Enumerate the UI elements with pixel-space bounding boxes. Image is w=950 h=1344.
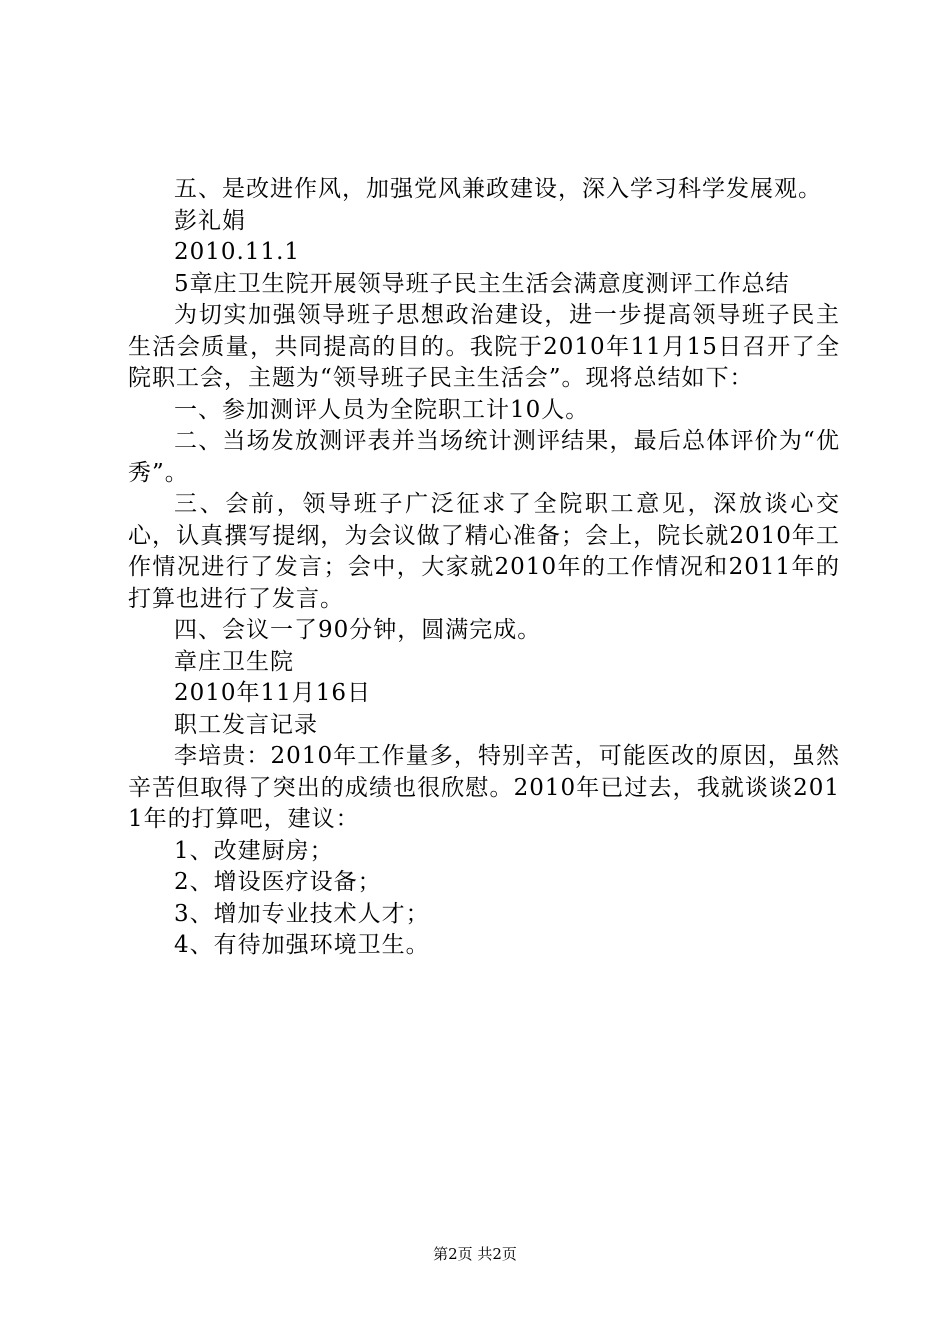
suggestion-item-2: 2、增设医疗设备； bbox=[174, 869, 382, 895]
paragraph-item-3: 三、会前，领导班子广泛征求了全院职工意见，深放谈心交心，认真撰写提纲，为会议做了精心准备；会上，院长就2010年工作情况进行了发言；会中，大家就2010年的工作情况和2011年的打算也进行了发言。 bbox=[128, 491, 840, 612]
organization-signature: 章庄卫生院 bbox=[174, 648, 294, 675]
page-footer bbox=[0, 1244, 950, 1264]
speech-paragraph: 李培贵：2010年工作量多，特别辛苦，可能医改的原因，虽然辛苦但取得了突出的成绩也很欣慰。2010年已过去，我就谈谈2011年的打算吧，建议： bbox=[128, 743, 840, 832]
suggestion-item-4: 4、有待加强环境卫生。 bbox=[174, 932, 430, 958]
document-body bbox=[128, 174, 840, 962]
paragraph-work-style: 五、是改进作风，加强党风兼政建设，深入学习科学发展观。 bbox=[174, 176, 822, 202]
section-title: 5章庄卫生院开展领导班子民主生活会满意度测评工作总结 bbox=[174, 270, 790, 297]
suggestion-item-3: 3、增加专业技术人才； bbox=[174, 900, 430, 927]
paragraph-item-4: 四、会议一了90分钟，圆满完成。 bbox=[174, 617, 542, 643]
speech-record-heading: 职工发言记录 bbox=[174, 711, 318, 738]
suggestion-item-1: 1、改建厨房； bbox=[174, 837, 334, 864]
organization-date: 2010年11月16日 bbox=[174, 680, 372, 706]
paragraph-intro: 为切实加强领导班子思想政治建设，进一步提高领导班子民主生活会质量，共同提高的目的。我院于2010年11月15日召开了全院职工会，主题为“领导班子民主生活会”。现将总结如下： bbox=[128, 302, 840, 391]
signature-date: 2010.11.1 bbox=[174, 239, 301, 265]
paragraph-item-2: 二、当场发放测评表并当场统计测评结果，最后总体评价为“优秀”。 bbox=[128, 428, 840, 486]
signature-name: 彭礼娟 bbox=[174, 207, 246, 234]
page-number: 第2页 共2页 bbox=[433, 1245, 517, 1263]
paragraph-item-1: 一、参加测评人员为全院职工计10人。 bbox=[174, 396, 590, 423]
